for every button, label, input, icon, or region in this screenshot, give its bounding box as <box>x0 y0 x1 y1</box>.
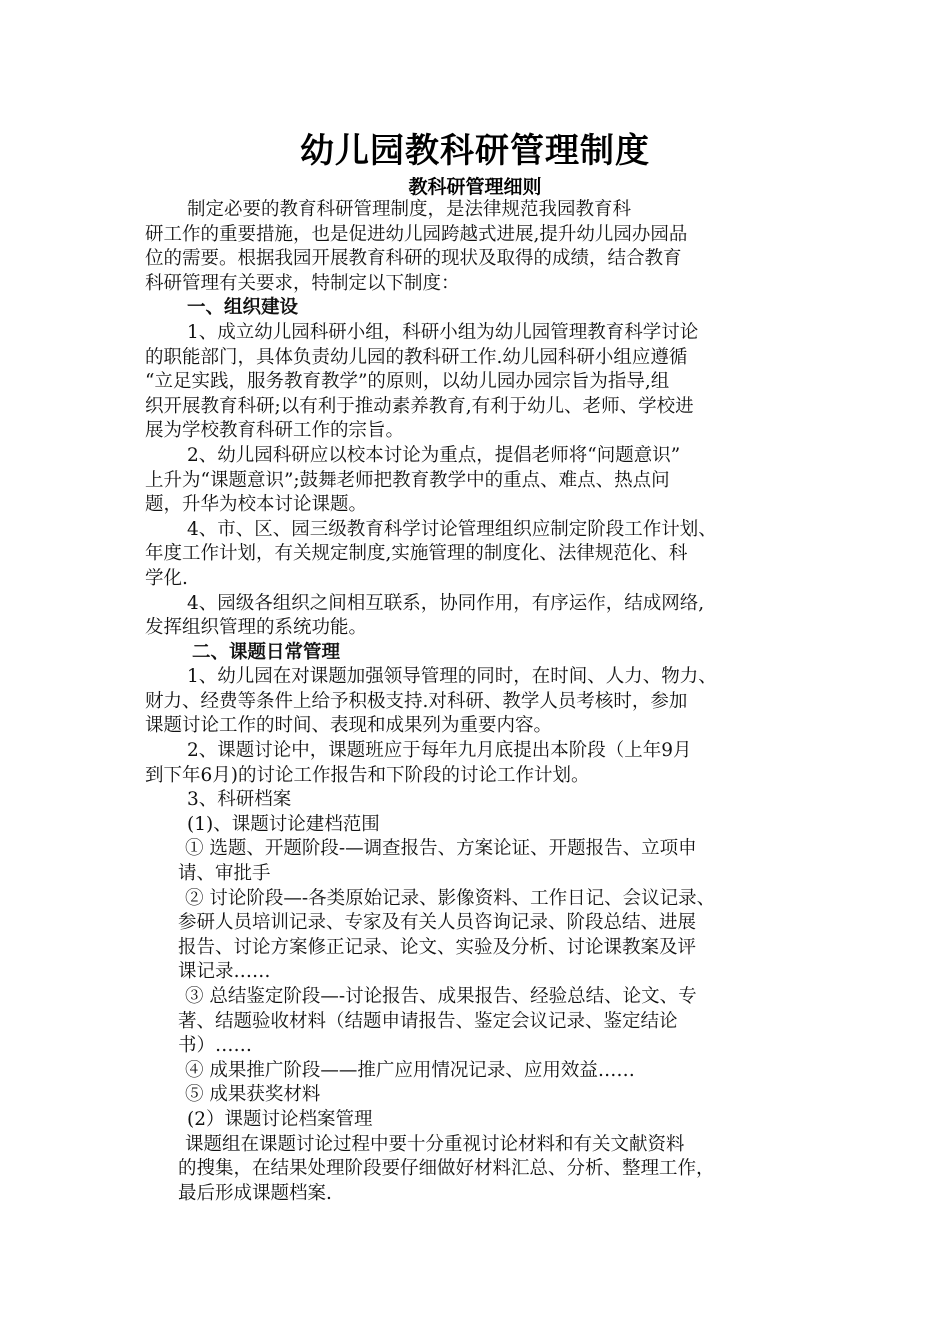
paragraph-line: 科研管理有关要求，特制定以下制度： <box>145 272 460 294</box>
paragraph-line: 到下年6月)的讨论工作报告和下阶段的讨论工作计划。 <box>145 764 590 786</box>
paragraph-line: 课记录…… <box>178 961 271 983</box>
paragraph-line: 4、市、区、园三级教育科学讨论管理组织应制定阶段工作计划、 <box>187 518 717 540</box>
paragraph-line: 研工作的重要措施，也是促进幼儿园跨越式进展,提升幼儿园办园品 <box>145 223 688 245</box>
paragraph-line: 年度工作计划，有关规定制度,实施管理的制度化、法律规范化、科 <box>145 543 688 565</box>
list-item: ⑤ 成果获奖材料 <box>185 1084 321 1106</box>
paragraph-line: 报告、讨论方案修正记录、论文、实验及分析、讨论课教案及评 <box>178 936 697 958</box>
paragraph-line: 学化. <box>145 567 188 589</box>
paragraph-line: 课题讨论工作的时间、表现和成果列为重要内容。 <box>145 715 553 737</box>
paragraph-line: 的搜集，在结果处理阶段要仔细做好材料汇总、分析、整理工作， <box>178 1158 715 1180</box>
paragraph-line: “立足实践，服务教育教学”的原则，以幼儿园办园宗旨为指导,组 <box>145 371 670 393</box>
paragraph-line: 著、结题验收材料（结题申请报告、鉴定会议记录、鉴定结论 <box>178 1010 678 1032</box>
paragraph-line: 3、科研档案 <box>187 789 292 811</box>
paragraph-line: 参研人员培训记录、专家及有关人员咨询记录、阶段总结、进展 <box>178 912 697 934</box>
paragraph-line: 上升为“课题意识”;鼓舞老师把教育教学中的重点、难点、热点问 <box>145 469 670 491</box>
paragraph-line: (1)、课题讨论建档范围 <box>187 813 380 835</box>
paragraph-line: 财力、经费等条件上给予积极支持.对科研、教学人员考核时，参加 <box>145 690 688 712</box>
paragraph-line: 课题组在课题讨论过程中要十分重视讨论材料和有关文献资料 <box>185 1133 685 1155</box>
paragraph-line: 书）…… <box>178 1035 253 1057</box>
paragraph-line: 请、审批手 <box>178 863 271 885</box>
list-item: ① 选题、开题阶段-—调查报告、方案论证、开题报告、立项申 <box>185 838 697 860</box>
paragraph-line: 发挥组织管理的系统功能。 <box>145 617 368 639</box>
paragraph-line: 1、幼儿园在对课题加强领导管理的同时，在时间、人力、物力、 <box>187 666 717 688</box>
paragraph-line: (2）课题讨论档案管理 <box>187 1108 373 1130</box>
paragraph-line: 题，升华为校本讨论课题。 <box>145 494 368 516</box>
paragraph-line: 织开展教育科研;以有利于推动素养教育,有利于幼儿、老师、学校进 <box>145 395 694 417</box>
paragraph-line: 4、园级各组织之间相互联系，协同作用，有序运作，结成网络, <box>187 592 705 614</box>
paragraph-line: 2、幼儿园科研应以校本讨论为重点，提倡老师将“问题意识” <box>187 444 681 466</box>
section-heading-project-management: 二、课题日常管理 <box>192 641 341 663</box>
document-title: 幼儿园教科研管理制度 <box>300 131 650 171</box>
list-item: ③ 总结鉴定阶段—-讨论报告、成果报告、经验总结、论文、专 <box>185 986 697 1007</box>
paragraph-line: 展为学校教育科研工作的宗旨。 <box>145 420 405 442</box>
list-item: ④ 成果推广阶段——推广应用情况记录、应用效益…… <box>185 1059 635 1081</box>
paragraph-line: 制定必要的教育科研管理制度，是法律规范我园教育科 <box>187 199 632 220</box>
paragraph-line: 2、课题讨论中，课题班应于每年九月底提出本阶段（上年9月 <box>187 740 692 762</box>
paragraph-line: 1、成立幼儿园科研小组，科研小组为幼儿园管理教育科学讨论 <box>187 321 699 343</box>
section-heading-organization: 一、组织建设 <box>187 297 299 319</box>
document-subtitle: 教科研管理细则 <box>408 176 542 198</box>
paragraph-line: 的职能部门，具体负责幼儿园的教科研工作.幼儿园科研小组应遵循 <box>145 346 688 368</box>
list-item: ② 讨论阶段—-各类原始记录、影像资料、工作日记、会议记录、 <box>185 887 716 909</box>
document-body <box>145 198 825 1206</box>
paragraph-line: 位的需要。根据我园开展教育科研的现状及取得的成绩，结合教育 <box>145 248 682 270</box>
paragraph-line: 最后形成课题档案. <box>178 1182 332 1204</box>
